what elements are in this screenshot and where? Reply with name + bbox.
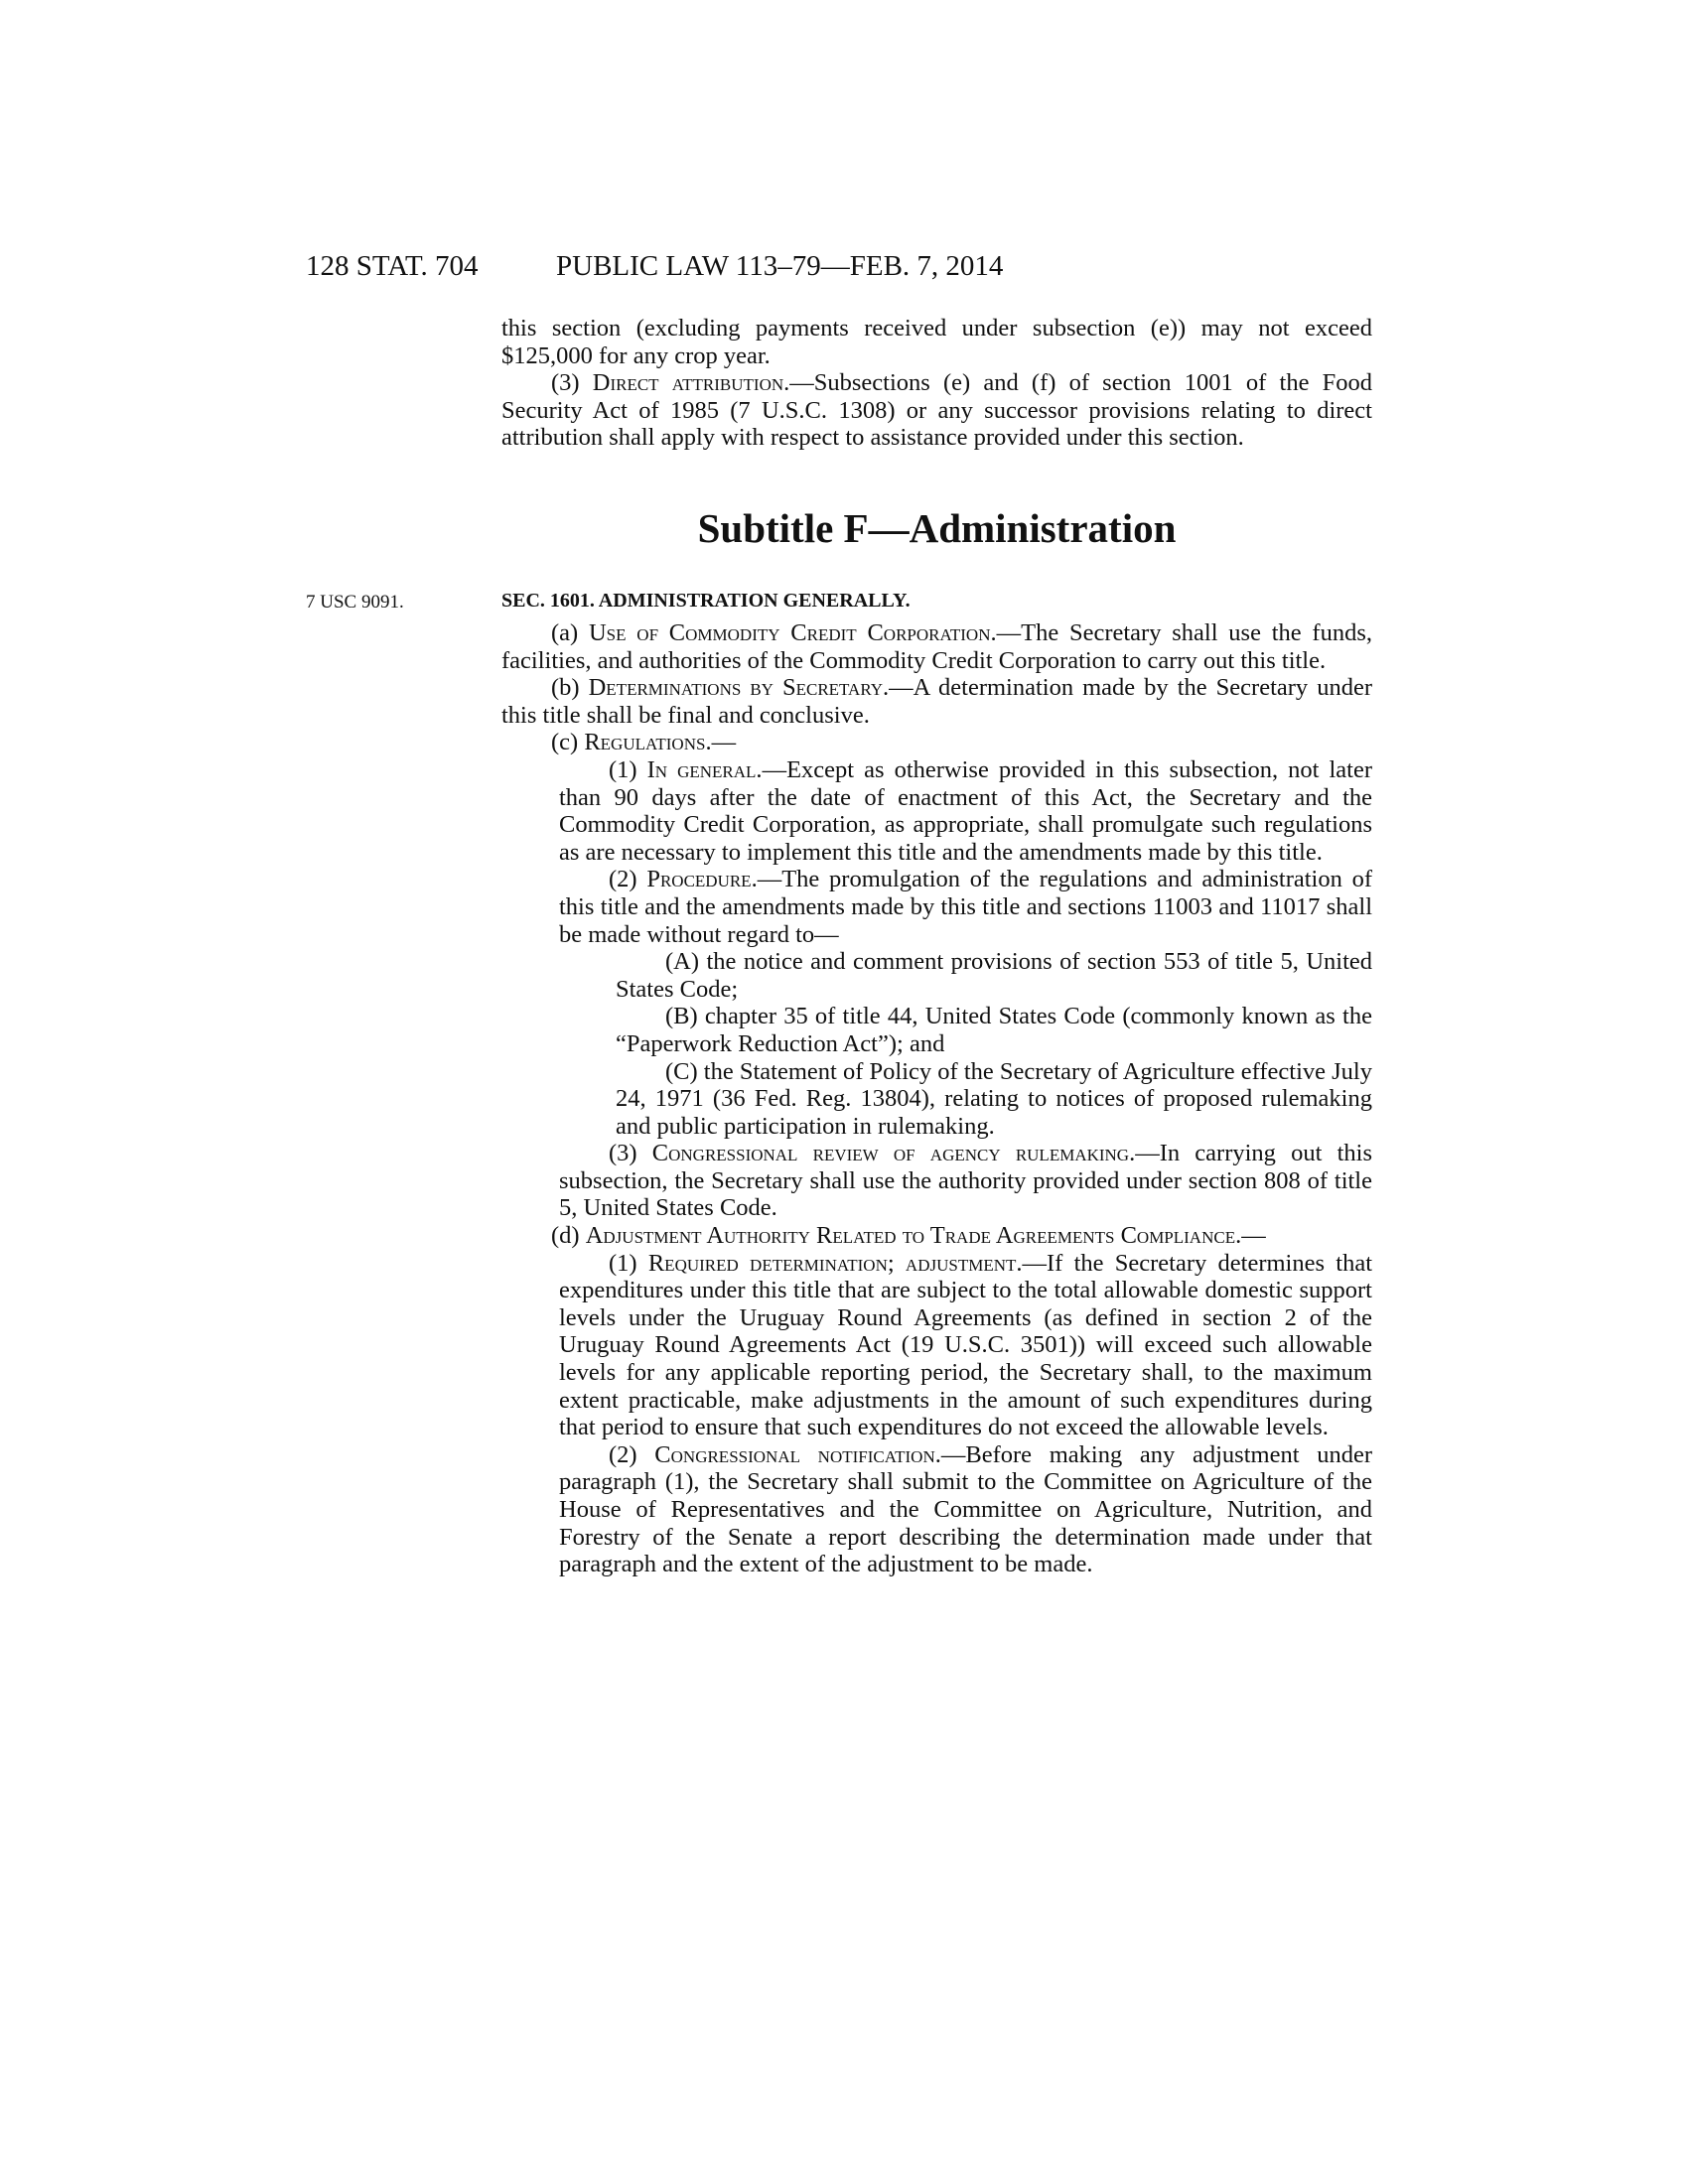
paragraph-c2: (2) Procedure.—The promulgation of the regulations and administration of this title and the amendments made by this title and sections 11003 and 11017 shall be made without regard to— — [559, 866, 1373, 948]
subsection-c-paragraphs — [501, 756, 1372, 1222]
subsection-a: (a) Use of Commodity Credit Corporation.—The Secretary shall use the funds, facilities, and authorities of the Commodity Credit Corporation to carry out this title. — [501, 619, 1372, 674]
subsection-b: (b) Determinations by Secretary.—A determination made by the Secretary under this title shall be final and conclusive. — [501, 674, 1372, 729]
paragraph-d1: (1) Required determination; adjustment.—If the Secretary determines that expenditures under this title that are subject to the total allowable domestic support levels under the Uruguay Round Agreements (as defined in section 2 of the Uruguay Round Agreements Act (19 U.S.C. 3501)) will exceed such allowable levels for any applicable reporting period, the Secretary shall, to the maximum extent practicable, make adjustments in the amount of such expenditures during that period to ensure that such expenditures do not exceed the allowable levels. — [559, 1249, 1372, 1441]
paragraph-d2: (2) Congressional notification.—Before making any adjustment under paragraph (1), the Secretary shall submit to the Committee on Agriculture of the House of Representatives and the Committee on Agriculture, Nutrition, and Forestry of the Senate a report describing the determination made under that paragraph and the extent of the adjustment to be made. — [559, 1440, 1372, 1578]
subparagraph-c2A: (A) the notice and comment provisions of section 553 of title 5, United States Code; — [616, 948, 1372, 1003]
subtitle-heading: Subtitle F—Administration — [697, 505, 1177, 551]
continued-text — [501, 315, 1372, 452]
subparagraphs-c2 — [559, 948, 1372, 1140]
paragraph-c3: (3) Congressional review of agency rulemaking.—In carrying out this subsection, the Secretary shall use the authority provided under section 808 of title 5, United States Code. — [559, 1140, 1372, 1222]
paragraph-direct-attribution: (3) Direct attribution.—Subsections (e) and (f) of section 1001 of the Food Security Act of 1985 (7 U.S.C. 1308) or any successor provisions relating to direct attribution shall apply with respect to assistance provided under this section. — [501, 369, 1372, 452]
paragraph-continued: this section (excluding payments received under subsection (e)) may not exceed $125,000 for any crop year. — [501, 315, 1372, 369]
subsection-d-paragraphs — [501, 1250, 1372, 1578]
margin-citation: 7 USC 9091. — [306, 592, 404, 613]
heading-direct-attribution: Direct attribution. — [592, 369, 790, 397]
page-reference: 128 STAT. 704 — [306, 250, 479, 282]
subparagraph-c2B: (B) chapter 35 of title 44, United States Code (commonly known as the “Paperwork Reduction Act”); and — [616, 1003, 1372, 1057]
paragraph-c1: (1) In general.—Except as otherwise provided in this subsection, not later than 90 days after the date of enactment of this Act, the Secretary and the Commodity Credit Corporation, as appropriate, shall promulgate such regulations as are necessary to implement this title and the amendments made by this title. — [559, 755, 1373, 866]
subsection-d: (d) Adjustment Authority Related to Trade Agreements Compliance.— — [551, 1222, 1266, 1250]
subsection-c: (c) Regulations.— — [551, 729, 737, 756]
running-title: PUBLIC LAW 113–79—FEB. 7, 2014 — [556, 250, 1004, 282]
subparagraph-c2C: (C) the Statement of Policy of the Secretary of Agriculture effective July 24, 1971 (36 Fed. Reg. 13804), relating to notices of proposed rulemaking and public participation in rulemaking. — [616, 1057, 1372, 1140]
section-body — [501, 619, 1372, 1578]
section-heading: SEC. 1601. ADMINISTRATION GENERALLY. — [501, 590, 911, 612]
